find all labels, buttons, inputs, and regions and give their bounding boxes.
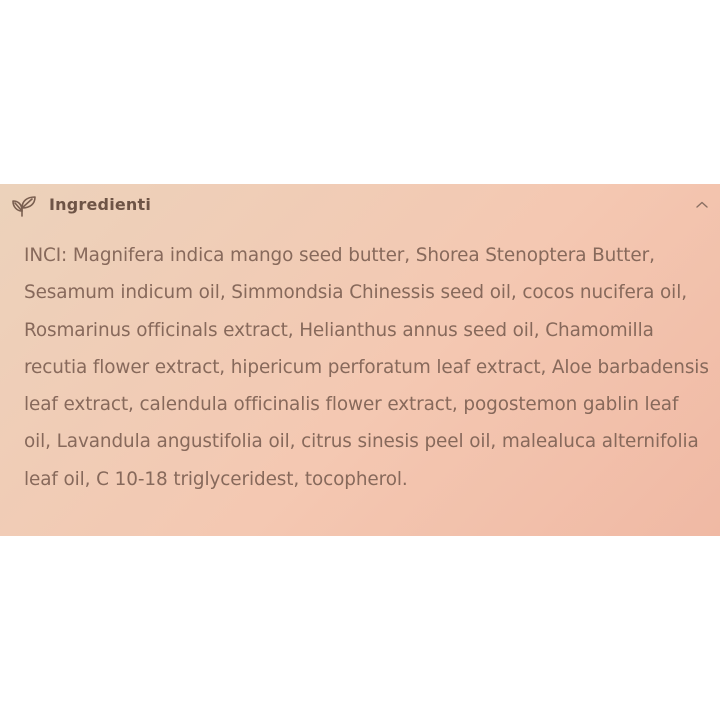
accordion-header[interactable]: [0, 184, 720, 228]
ingredients-text: INCI: Magnifera indica mango seed butter, Shorea Stenoptera Butter, Sesamum indicum oil, Simmondsia Chinessis seed oil, cocos nucifera oil, Rosmarinus officinals extract, Helianthus annus seed oil, Chamomilla recutia flower extract, hipericum perforatum leaf extract, Aloe barbadensis leaf extract, calendula officinalis flower extract, pogostemon gablin leaf oil, Lavandula angustifolia oil, citrus sinesis peel oil, malealuca alternifolia leaf oil, C 10-18 triglyceridest, tocopherol.: [24, 245, 709, 490]
chevron-up-icon[interactable]: [694, 198, 710, 212]
ingredients-accordion: [0, 184, 720, 536]
accordion-title: Ingredienti: [49, 195, 152, 214]
leaf-icon: [10, 194, 38, 218]
